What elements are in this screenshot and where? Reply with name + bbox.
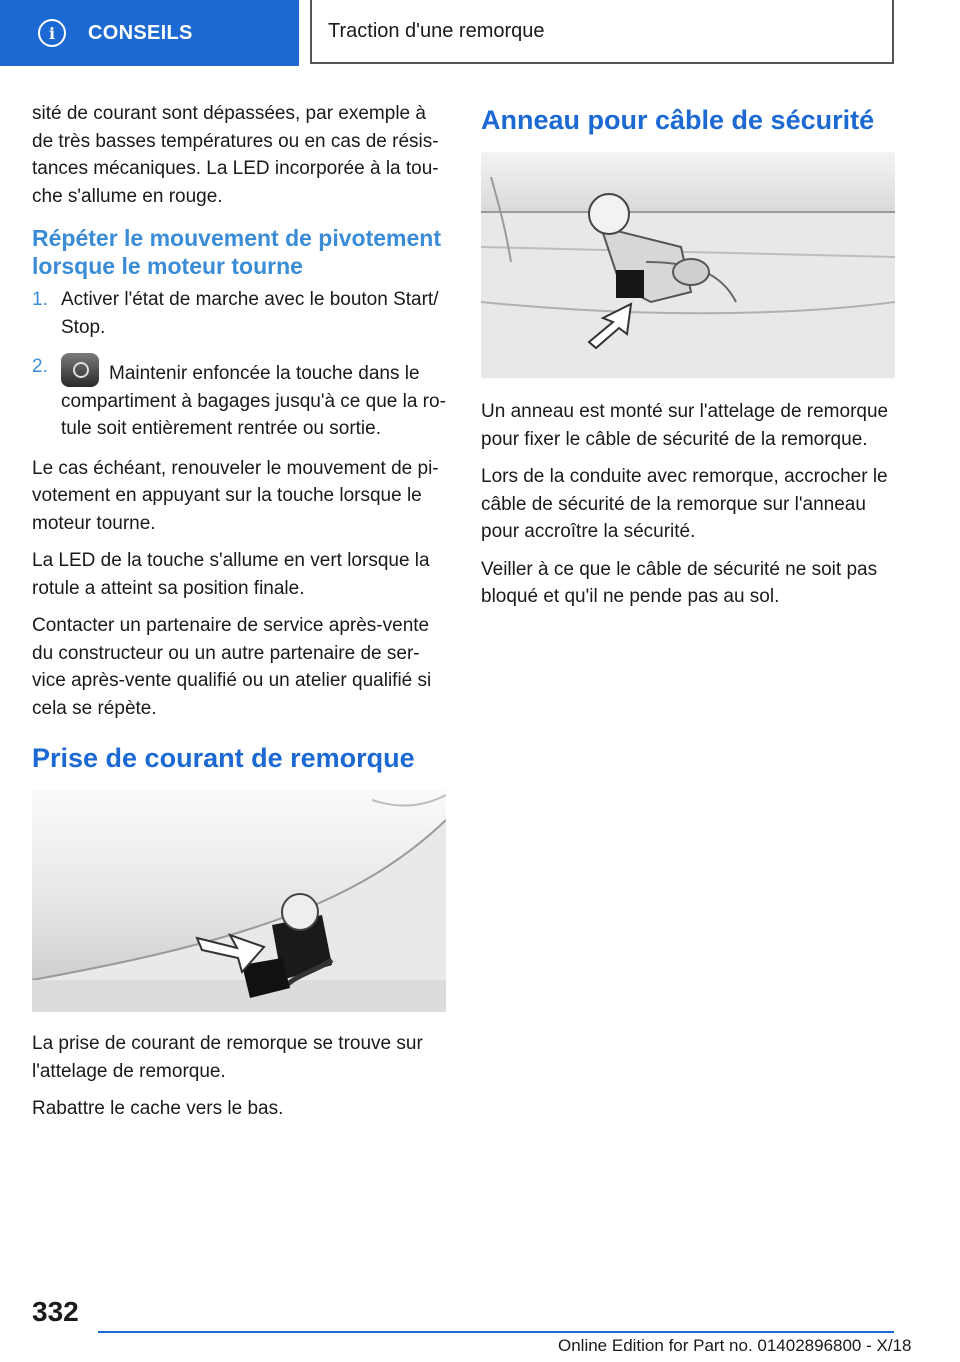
- steps-list: [32, 286, 446, 443]
- paragraph-led: La LED de la touche s'allume en vert lorsque la rotule a atteint sa position finale.: [32, 550, 430, 599]
- paragraph-cable-caution: Veiller à ce que le câble de sécurité ne soit pas bloqué et qu'il ne pende pas au sol.: [481, 558, 878, 607]
- section-tab: [0, 0, 299, 66]
- paragraph-socket-location: La prise de courant de remorque se trouve sur l'attelage de remorque.: [32, 1033, 423, 1082]
- heading-socket: Prise de courant de remorque: [32, 743, 415, 773]
- tow-hitch-button-icon: [61, 353, 99, 387]
- step-1: [32, 286, 446, 341]
- step-2: [32, 353, 446, 443]
- step-text: Activer l'état de marche avec le bouton Start/ Stop.: [61, 289, 439, 338]
- paragraph-hook-cable: Lors de la conduite avec remorque, accrocher le câble de sécurité de la remorque sur l'anneau pour accroître la sécurité.: [481, 466, 888, 542]
- page-title: [310, 0, 894, 64]
- step-text: Maintenir enfoncée la touche dans le compartiment à bagages jusqu'à ce que la ro- tule soit entièrement rentrée ou sortie.: [61, 363, 446, 439]
- safety-cable-ring-illustration: [481, 152, 895, 378]
- footer-divider: [98, 1331, 894, 1333]
- subheading-pivot: Répéter le mouvement de pivotement lorsque le moteur tourne: [32, 225, 441, 279]
- page-title-text: Traction d'une remorque: [328, 19, 545, 42]
- paragraph-contact: Contacter un partenaire de service après-vente du constructeur ou un autre partenaire de ser- vice après-vente qualifié ou un atelier qualifié si cela se répète.: [32, 615, 432, 719]
- info-icon: i: [38, 19, 66, 47]
- step-number: 2.: [32, 356, 48, 377]
- page-number: 332: [32, 1296, 79, 1327]
- edition-note: Online Edition for Part no. 01402896800 - X/18: [558, 1336, 912, 1355]
- step-number: 1.: [32, 289, 48, 310]
- paragraph-ring-mounted: Un anneau est monté sur l'attelage de remorque pour fixer le câble de sécurité de la remorque.: [481, 401, 889, 450]
- paragraph-renew: Le cas échéant, renouveler le mouvement de pi- votement en appuyant sur la touche lorsque le moteur tourne.: [32, 457, 439, 534]
- paragraph-fold-cover: Rabattre le cache vers le bas.: [32, 1098, 284, 1119]
- trailer-socket-illustration: [32, 790, 446, 1012]
- intro-paragraph: sité de courant sont dépassées, par exemple à de très basses températures ou en cas de résis- tances mécaniques. La LED incorporée à la tou- che s'allume en rouge.: [32, 103, 439, 207]
- heading-safety-ring: Anneau pour câble de sécurité: [481, 105, 875, 135]
- section-label: CONSEILS: [88, 21, 193, 44]
- right-column: [481, 100, 895, 621]
- left-column: [32, 100, 446, 1133]
